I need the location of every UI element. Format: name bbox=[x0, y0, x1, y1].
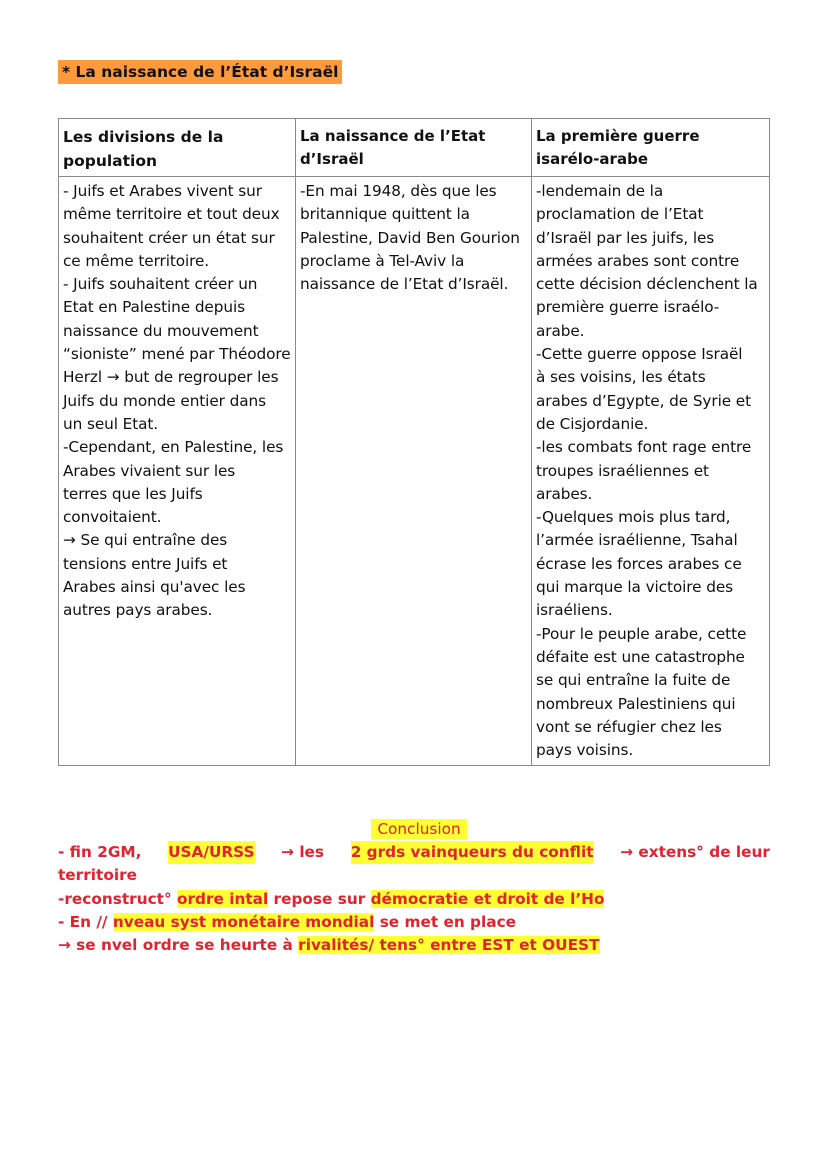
conclusion-line bbox=[58, 864, 770, 887]
header-divisions bbox=[59, 119, 296, 177]
cell-text: -En mai 1948, dès que les britannique quittent la Palestine, David Ben Gourion proclame à Tel-Aviv la naissance de l’Etat d’Israël. bbox=[300, 182, 520, 294]
conclusion-text: → les bbox=[281, 843, 325, 862]
conclusion-text: - fin 2GM, bbox=[58, 843, 142, 862]
history-table bbox=[58, 118, 770, 766]
conclusion-line bbox=[58, 888, 770, 911]
page-title: * La naissance de l’État d’Israël bbox=[58, 60, 342, 84]
cell-naissance bbox=[296, 177, 532, 766]
conclusion-highlight: 2 grds vainqueurs du conflit bbox=[351, 841, 594, 864]
conclusion-highlight: nveau syst monétaire mondial bbox=[112, 912, 375, 931]
header-label: La naissance de l’Etat d’Israël bbox=[300, 127, 486, 168]
cell-text: -lendemain de la proclamation de l’Etat d’Israël par les juifs, les armées arabes sont contre cette décision déclenchent la première guerre israélo- arabe. -Cette guerre oppose Israël à ses voisins, les états arabes d’Egypte, de Syrie et de Cisjordanie. -les combats font rage entre troupes israéliennes et arabes. -Quelques mois plus tard, l’armée israélienne, Tsahal écrase les forces arabes ce qui marque la victoire des israéliens. -Pour le peuple arabe, cette défaite est une catastrophe se qui entraîne la fuite de nombreux Palestiniens qui vont se réfugier chez les pays voisins. bbox=[536, 182, 758, 760]
conclusion-section bbox=[58, 818, 770, 957]
conclusion-highlight: rivalités/ tens° entre EST et OUEST bbox=[298, 936, 600, 955]
conclusion-text: se met en place bbox=[379, 912, 517, 931]
conclusion-heading bbox=[68, 818, 770, 841]
table-row bbox=[59, 177, 770, 766]
conclusion-line bbox=[58, 911, 770, 934]
conclusion-line bbox=[58, 841, 770, 864]
table-header-row bbox=[59, 119, 770, 177]
header-label: La première guerre isarélo-arabe bbox=[536, 127, 700, 168]
conclusion-text: -reconstruct° bbox=[58, 889, 172, 908]
conclusion-title: Conclusion bbox=[371, 819, 466, 839]
conclusion-highlight: USA/URSS bbox=[168, 841, 254, 864]
cell-text: - Juifs et Arabes vivent sur même territoire et tout deux souhaitent créer un état sur ce même territoire. - Juifs souhaitent créer un Etat en Palestine depuis naissance du mouvement “sioniste” mené par Théodore Herzl → but de regrouper les Juifs du monde entier dans un seul Etat. -Cependant, en Palestine, les Arabes vivaient sur les terres que les Juifs convoitaient. → Se qui entraîne des tensions entre Juifs et Arabes ainsi qu'avec les autres pays arabes. bbox=[63, 182, 291, 620]
header-naissance bbox=[296, 119, 532, 177]
conclusion-highlight: démocratie et droit de l’Ho bbox=[370, 889, 605, 908]
conclusion-line bbox=[58, 934, 770, 957]
header-label: Les divisions de la population bbox=[63, 128, 224, 170]
conclusion-highlight: ordre intal bbox=[176, 889, 269, 908]
cell-divisions bbox=[59, 177, 296, 766]
header-guerre bbox=[532, 119, 770, 177]
conclusion-text: → se nvel ordre se heurte à bbox=[58, 936, 293, 955]
conclusion-text: → extens° de leur bbox=[620, 843, 770, 862]
conclusion-text: territoire bbox=[58, 866, 138, 885]
conclusion-text: - En // bbox=[58, 912, 108, 931]
conclusion-text: repose sur bbox=[273, 889, 366, 908]
cell-guerre bbox=[532, 177, 770, 766]
